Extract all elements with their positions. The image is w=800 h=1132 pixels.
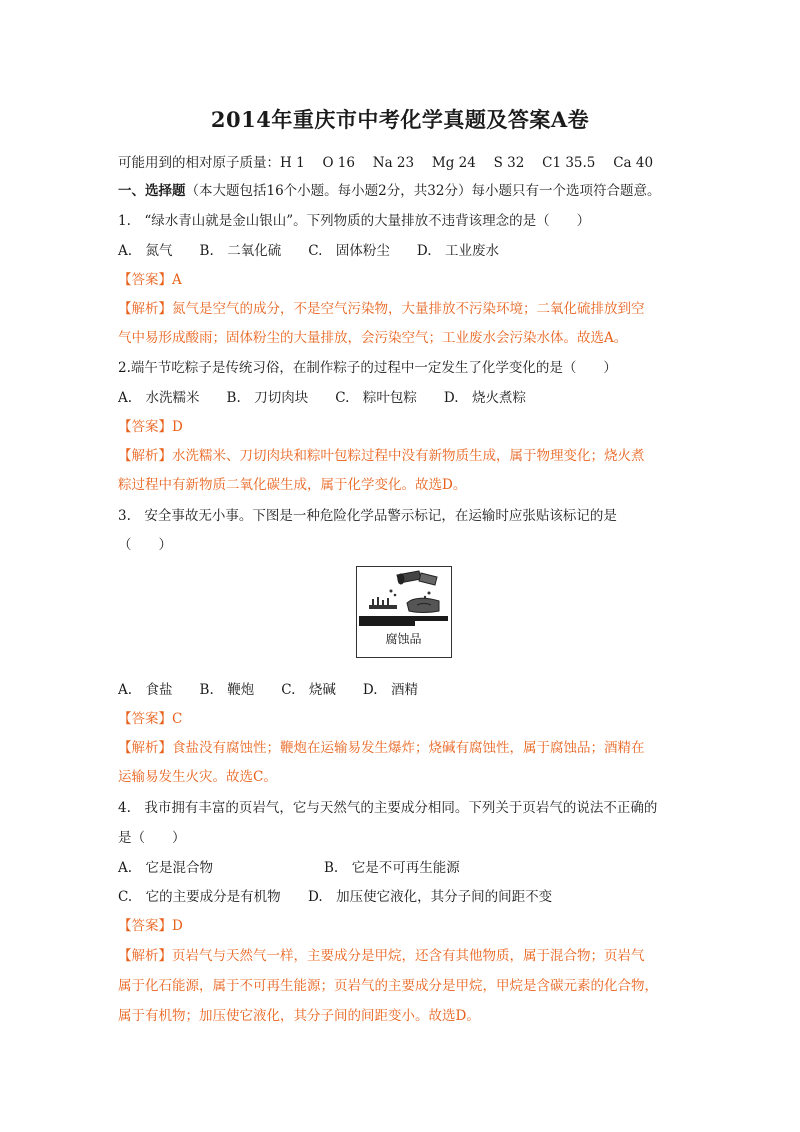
q1-answer: 【答案】A	[118, 272, 182, 288]
q1-options: A. 氮气 B. 二氧化硫 C. 固体粉尘 D. 工业废水	[118, 243, 500, 259]
q4-stem-line-1: 4. 我市拥有丰富的页岩气，它与天然气的主要成分相同。下列关于页岩气的说法不正确的	[118, 800, 658, 816]
q4-option-row-1	[118, 858, 460, 878]
q1-analysis-line-1: 【解析】氮气是空气的成分，不是空气污染物，大量排放不污染环境；二氧化硫排放到空	[118, 301, 645, 317]
q2-analysis-line-2: 粽过程中有新物质二氧化碳生成，属于化学变化。故选D。	[118, 477, 467, 493]
figure-label: 腐蚀品	[385, 632, 422, 646]
q4-option-d: D. 加压使它液化，其分子间的间距不变	[308, 889, 553, 905]
q3-answer: 【答案】C	[118, 711, 183, 727]
q4-option-a: A. 它是混合物	[118, 860, 214, 876]
q4-option-c: C. 它的主要成分是有机物	[118, 889, 281, 905]
q4-option-row-2	[118, 887, 552, 907]
q1-analysis-line-2: 气中易形成酸雨；固体粉尘的大量排放，会污染空气；工业废水会污染水体。故选A。	[118, 330, 628, 346]
q4-analysis-line-2: 属于化石能源，属于不可再生能源；页岩气的主要成分是甲烷，甲烷是含碳元素的化合物，	[118, 978, 658, 994]
document-title: 2014年重庆市中考化学真题及答案A卷	[210, 107, 590, 132]
q3-stem-line-2: （ ）	[118, 537, 172, 553]
q3-stem-line-1: 3. 安全事故无小事。下图是一种危险化学品警示标记，在运输时应张贴该标记的是	[118, 508, 617, 524]
corrosive-hazard-icon	[357, 567, 450, 656]
q2-analysis-line-1: 【解析】水洗糯米、刀切肉块和粽叶包粽过程中没有新物质生成，属于物理变化；烧火煮	[118, 448, 645, 464]
q1-stem: 1. “绿水青山就是金山银山”。下列物质的大量排放不违背该理念的是（ ）	[118, 213, 591, 229]
q4-analysis-line-1: 【解析】页岩气与天然气一样，主要成分是甲烷，还含有其他物质，属于混合物；页岩气	[118, 948, 645, 964]
q2-stem: 2.端午节吃粽子是传统习俗，在制作粽子的过程中一定发生了化学变化的是（ ）	[118, 360, 617, 376]
section-heading-line	[118, 181, 660, 201]
section-heading: 一、选择题	[118, 183, 186, 199]
q3-options: A. 食盐 B. 鞭炮 C. 烧碱 D. 酒精	[118, 682, 419, 698]
q4-option-b: B. 它是不可再生能源	[324, 860, 460, 876]
q2-answer: 【答案】D	[118, 419, 183, 435]
q2-options: A. 水洗糯米 B. 刀切肉块 C. 粽叶包粽 D. 烧火煮粽	[118, 390, 527, 406]
q4-answer: 【答案】D	[118, 918, 183, 934]
q3-analysis-line-2: 运输易发生火灾。故选C。	[118, 769, 277, 785]
q4-analysis-line-3: 属于有机物；加压使它液化，其分子间的间距变小。故选D。	[118, 1008, 480, 1024]
corrosive-warning-label	[356, 566, 452, 658]
q3-analysis-line-1: 【解析】食盐没有腐蚀性；鞭炮在运输易发生爆炸；烧碱有腐蚀性，属于腐蚀品；酒精在	[118, 740, 645, 756]
q4-stem-line-2: 是（ ）	[118, 830, 186, 846]
section-description: （本大题包括16个小题。每小题2分，共32分）每小题只有一个选项符合题意。	[185, 183, 661, 199]
atomic-mass-line: 可能用到的相对原子质量：H 1 O 16 Na 23 Mg 24 S 32 C1 35.5 Ca 40	[118, 155, 654, 171]
